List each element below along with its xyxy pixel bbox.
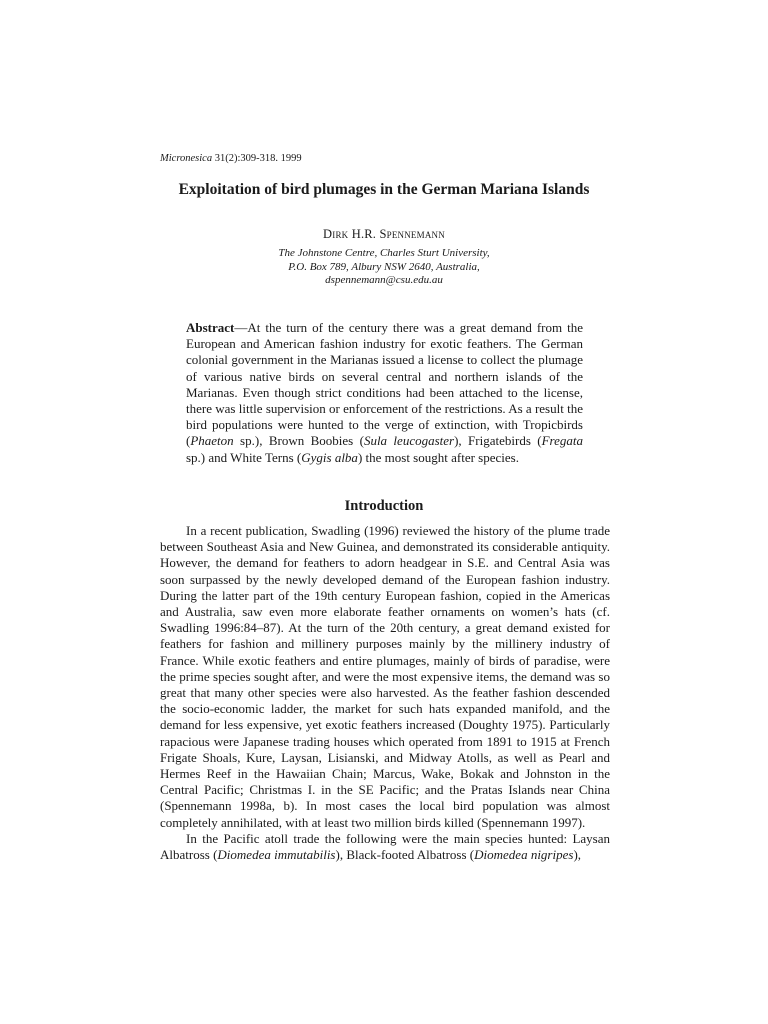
author-email: dspennemann@csu.edu.au bbox=[325, 274, 443, 286]
section-heading-introduction: Introduction bbox=[344, 498, 424, 514]
affiliation-line: P.O. Box 789, Albury NSW 2640, Australia, bbox=[288, 260, 480, 273]
paragraph: In the Pacific atoll trade the following were the main species hunted: Laysan Albatross (Diomedea immutabilis), Black-footed Albatross (Diomedea nigripes), bbox=[160, 830, 610, 863]
author-affiliation bbox=[0, 247, 768, 288]
journal-citation bbox=[160, 152, 302, 166]
article-title: Exploitation of bird plumages in the German Mariana Islands bbox=[178, 181, 590, 198]
paragraph: In a recent publication, Swadling (1996) reviewed the history of the plume trade between Southeast Asia and New Guinea, and demonstrated its considerable antiquity. However, the demand for feathers to adorn headgear in S.E. and Central Asia was soon surpassed by the newly developed demand of the European fashion industry. During the latter part of the 19th century European fashion, copied in the Americas and Australia, saw even more elaborate feather ornaments on women’s hats (cf. Swadling 1996:84–87). At the turn of the 20th century, a great demand existed for feathers for fashion and millinery purposes mainly by the millinery industry of France. While exotic feathers and entire plumages, mainly of birds of paradise, were the prime species sought after, and were the most expensive items, the demand was so great that many other species were also harvested. As the feather fashion descended the socio-economic ladder, the market for such hats expanded manifold, and the demand for less expensive, yet exotic feathers increased (Doughty 1975). Particularly rapacious were Japanese trading houses which operated from 1891 to 1915 at French Frigate Shoals, Kure, Laysan, Lisianski, and Midway Atolls, as well as Pearl and Hermes Reef in the Hawaiian Chain; Marcus, Wake, Bokak and Johnston in the Central Pacific; Christmas I. in the SE Pacific; and the Pratas Islands near China (Spennemann 1998a, b). In most cases the local bird population was almost completely annihilated, with at least two million birds killed (Spennemann 1997). bbox=[160, 523, 610, 830]
journal-name: Micronesica bbox=[160, 153, 213, 164]
abstract-label: Abstract bbox=[186, 320, 235, 335]
introduction-body bbox=[160, 523, 610, 863]
citation-volume: 31(2):309-318. 1999 bbox=[212, 153, 302, 164]
abstract: Abstract—At the turn of the century there was a great demand from the European and American fashion industry for exotic feathers. The German colonial government in the Marianas issued a license to collect the plumage of various native birds on several central and northern islands of the Marianas. Even though strict conditions had been attached to the license, there was little supervision or enforcement of the restrictions. As a result the bird populations were hunted to the verge of extinction, with Tropicbirds (Phaeton sp.), Brown Boobies (Sula leucogaster), Frigatebirds (Fregata sp.) and White Terns (Gygis alba) the most sought after species. bbox=[186, 320, 584, 465]
author-name: Dirk H.R. Spennemann bbox=[323, 227, 445, 241]
affiliation-line: The Johnstone Centre, Charles Sturt University, bbox=[278, 247, 490, 259]
